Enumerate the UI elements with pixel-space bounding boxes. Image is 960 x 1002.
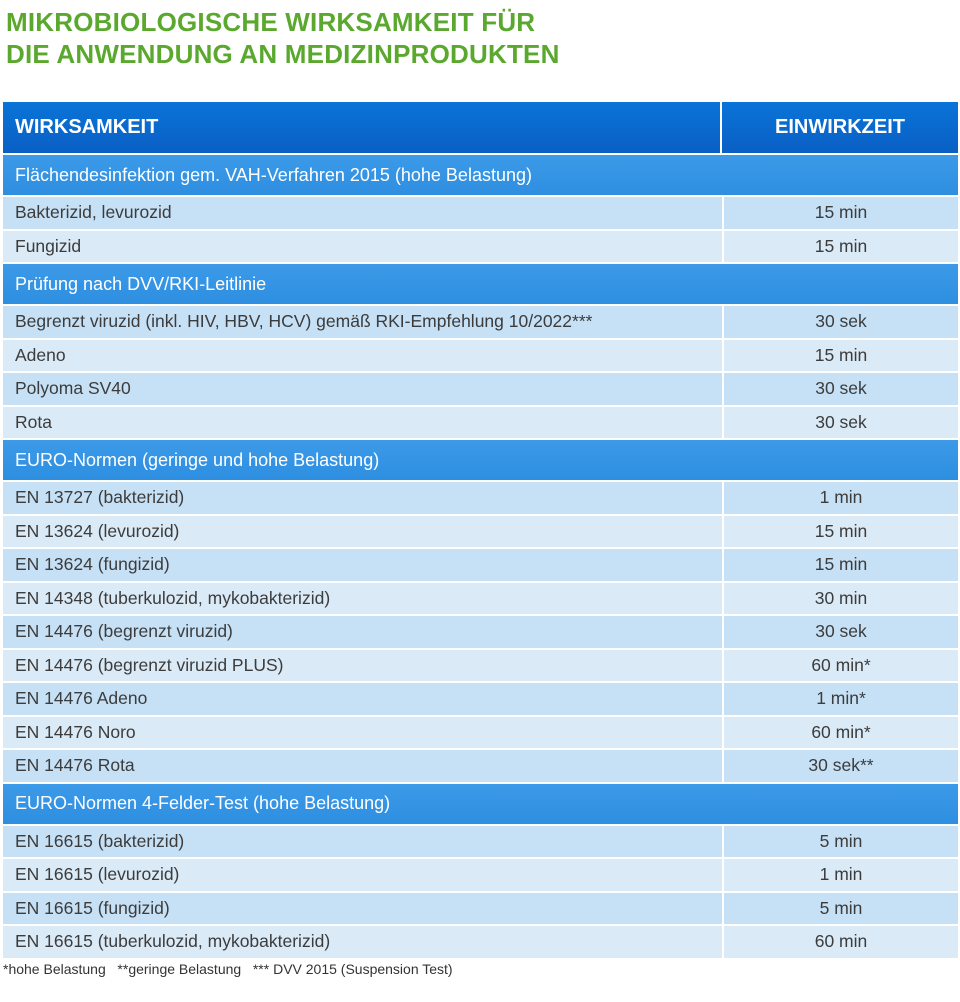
header-wirksamkeit: WIRKSAMKEIT [3,102,722,153]
table-row [3,231,958,263]
row-time: 30 sek** [722,750,958,782]
table-row [3,549,958,581]
row-time: 1 min [722,482,958,514]
table-row [3,683,958,715]
row-time: 15 min [722,197,958,229]
row-time: 60 min* [722,717,958,749]
table-body [3,155,958,958]
row-label: EN 13624 (fungizid) [15,554,170,575]
row-label: EN 14476 (begrenzt viruzid PLUS) [15,654,284,675]
row-time: 30 sek [722,373,958,405]
table-row [3,650,958,682]
row-time: 30 sek [722,407,958,439]
row-label: EN 14476 (begrenzt viruzid) [15,621,233,642]
row-time: 30 sek [722,616,958,648]
section-header: EURO-Normen (geringe und hohe Belastung) [3,440,958,480]
title-line-2: DIE ANWENDUNG AN MEDIZINPRODUKTEN [6,39,560,69]
row-label: Adeno [15,344,66,365]
row-time: 5 min [722,826,958,858]
row-time: 1 min* [722,683,958,715]
table-header [3,102,958,153]
row-label: EN 14476 Noro [15,721,136,742]
row-label: Fungizid [15,235,82,256]
table-row [3,516,958,548]
table-row [3,407,958,439]
table-row [3,750,958,782]
row-time: 15 min [722,549,958,581]
footnote: *hohe Belastung **geringe Belastung *** DVV 2015 (Suspension Test) [3,961,453,977]
header-einwirkzeit: EINWIRKZEIT [775,116,905,138]
row-label: EN 16615 (levurozid) [15,864,180,885]
section-header: Flächendesinfektion gem. VAH-Verfahren 2015 (hohe Belastung) [3,155,958,195]
table-row [3,340,958,372]
row-label: EN 14476 Rota [15,755,135,776]
row-time: 15 min [722,231,958,263]
row-label: EN 14348 (tuberkulozid, mykobakterizid) [15,587,331,608]
row-label: EN 13624 (levurozid) [15,520,180,541]
table-row [3,926,958,958]
table-row [3,859,958,891]
row-label: EN 16615 (tuberkulozid, mykobakterizid) [15,931,331,952]
row-label: Begrenzt viruzid (inkl. HIV, HBV, HCV) gemäß RKI-Empfehlung 10/2022*** [15,311,593,332]
row-label: EN 13727 (bakterizid) [15,487,185,508]
row-label: EN 16615 (fungizid) [15,897,170,918]
row-time: 60 min* [722,650,958,682]
table-row [3,482,958,514]
table-row [3,893,958,925]
efficacy-table [3,102,958,958]
row-time: 30 sek [722,306,958,338]
row-label: EN 14476 Adeno [15,688,148,709]
row-label: Bakterizid, levurozid [15,202,172,223]
row-time: 15 min [722,516,958,548]
section-header: Prüfung nach DVV/RKI-Leitlinie [3,264,958,304]
row-time: 15 min [722,340,958,372]
table-row [3,616,958,648]
table-row [3,197,958,229]
row-time: 1 min [722,859,958,891]
section-header: EURO-Normen 4-Felder-Test (hohe Belastung) [3,784,958,824]
row-time: 5 min [722,893,958,925]
row-label: Rota [15,411,52,432]
row-time: 60 min [722,926,958,958]
page-title [6,6,560,70]
row-time: 30 min [722,583,958,615]
table-row [3,717,958,749]
title-line-1: MIKROBIOLOGISCHE WIRKSAMKEIT FÜR [6,7,536,37]
row-label: Polyoma SV40 [15,378,131,399]
table-row [3,306,958,338]
table-row [3,826,958,858]
row-label: EN 16615 (bakterizid) [15,830,185,851]
table-row [3,583,958,615]
table-row [3,373,958,405]
